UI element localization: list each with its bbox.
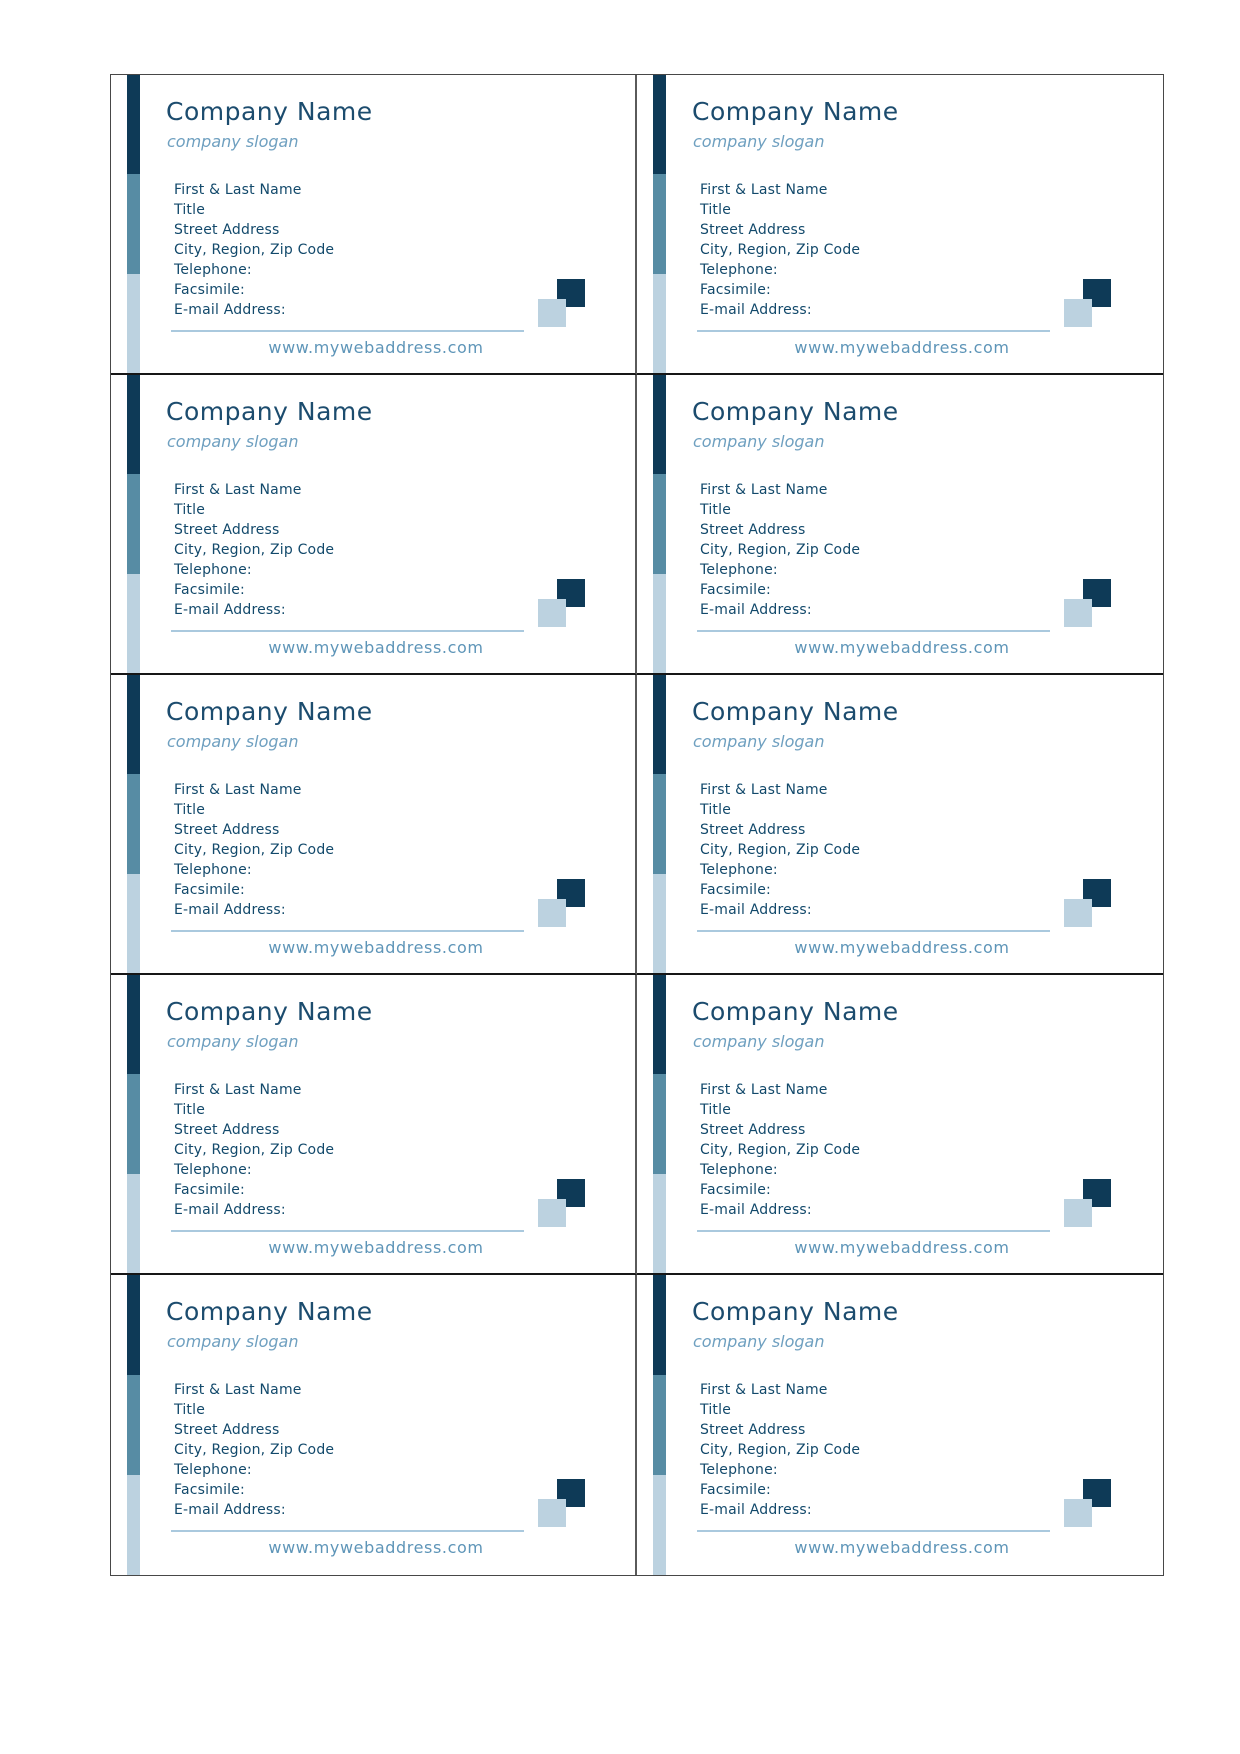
decorative-square-light [538, 1199, 566, 1227]
business-card [111, 75, 637, 375]
contact-line-city: City, Region, Zip Code [174, 842, 335, 858]
decorative-square-light [1064, 1499, 1092, 1527]
company-name: Company Name [166, 1297, 373, 1326]
contact-line-email: E-mail Address: [700, 1202, 812, 1218]
decorative-square-light [538, 899, 566, 927]
contact-line-name: First & Last Name [700, 482, 828, 498]
contact-line-email: E-mail Address: [174, 1502, 286, 1518]
contact-line-email: E-mail Address: [174, 902, 286, 918]
company-slogan: company slogan [693, 132, 825, 151]
company-slogan: company slogan [693, 1032, 825, 1051]
company-name: Company Name [166, 997, 373, 1026]
website-url: www.mywebaddress.com [794, 938, 1010, 957]
contact-line-city: City, Region, Zip Code [174, 1442, 335, 1458]
contact-line-email: E-mail Address: [700, 602, 812, 618]
contact-line-street: Street Address [700, 222, 806, 238]
website-url: www.mywebaddress.com [268, 338, 484, 357]
accent-bar-dark-segment [653, 675, 666, 774]
contact-line-title: Title [174, 1402, 206, 1418]
contact-line-city: City, Region, Zip Code [174, 542, 335, 558]
contact-line-street: Street Address [174, 222, 280, 238]
contact-line-name: First & Last Name [174, 182, 302, 198]
decorative-square-light [538, 599, 566, 627]
contact-block [174, 180, 334, 320]
contact-line-title: Title [700, 802, 732, 818]
contact-line-street: Street Address [174, 1122, 280, 1138]
accent-bar-light-segment [653, 874, 666, 973]
contact-block [700, 1080, 860, 1220]
contact-line-facsimile: Facsimile: [174, 582, 245, 598]
accent-bar-light-segment [653, 1475, 666, 1575]
accent-bar-medium-segment [127, 1074, 140, 1173]
contact-line-email: E-mail Address: [174, 1202, 286, 1218]
accent-bar-medium-segment [653, 1375, 666, 1475]
accent-bar-medium-segment [127, 774, 140, 873]
accent-bar-light-segment [653, 274, 666, 373]
accent-bar-medium-segment [653, 1074, 666, 1173]
divider-line [697, 630, 1050, 632]
accent-bar [653, 75, 666, 373]
contact-line-title: Title [700, 502, 732, 518]
divider-line [697, 930, 1050, 932]
accent-bar-light-segment [653, 1174, 666, 1273]
contact-block [700, 480, 860, 620]
contact-line-street: Street Address [700, 1122, 806, 1138]
contact-block [174, 480, 334, 620]
accent-bar [653, 1275, 666, 1575]
contact-line-city: City, Region, Zip Code [700, 542, 861, 558]
accent-bar-medium-segment [127, 474, 140, 573]
website-url: www.mywebaddress.com [268, 1238, 484, 1257]
company-slogan: company slogan [693, 432, 825, 451]
contact-line-email: E-mail Address: [174, 302, 286, 318]
contact-block [174, 1380, 334, 1520]
website-url: www.mywebaddress.com [268, 1538, 484, 1557]
contact-line-telephone: Telephone: [700, 562, 778, 578]
contact-line-facsimile: Facsimile: [700, 1182, 771, 1198]
accent-bar-light-segment [127, 274, 140, 373]
accent-bar-dark-segment [127, 1275, 140, 1375]
accent-bar [127, 1275, 140, 1575]
contact-line-facsimile: Facsimile: [700, 282, 771, 298]
accent-bar-light-segment [127, 1475, 140, 1575]
contact-line-street: Street Address [700, 822, 806, 838]
company-slogan: company slogan [167, 432, 299, 451]
accent-bar-dark-segment [127, 675, 140, 774]
company-slogan: company slogan [167, 132, 299, 151]
divider-line [171, 1230, 524, 1232]
contact-line-title: Title [700, 1402, 732, 1418]
divider-line [171, 630, 524, 632]
contact-line-telephone: Telephone: [174, 1462, 252, 1478]
contact-line-title: Title [700, 202, 732, 218]
business-card [637, 1275, 1163, 1575]
contact-line-email: E-mail Address: [174, 602, 286, 618]
contact-line-title: Title [174, 502, 206, 518]
contact-line-street: Street Address [174, 522, 280, 538]
accent-bar-light-segment [653, 574, 666, 673]
contact-line-telephone: Telephone: [174, 562, 252, 578]
divider-line [697, 1230, 1050, 1232]
website-url: www.mywebaddress.com [794, 638, 1010, 657]
contact-line-facsimile: Facsimile: [174, 1482, 245, 1498]
company-slogan: company slogan [167, 1332, 299, 1351]
company-name: Company Name [692, 697, 899, 726]
contact-line-street: Street Address [174, 822, 280, 838]
website-url: www.mywebaddress.com [268, 638, 484, 657]
contact-line-facsimile: Facsimile: [174, 882, 245, 898]
company-name: Company Name [166, 397, 373, 426]
contact-line-city: City, Region, Zip Code [174, 242, 335, 258]
contact-line-street: Street Address [700, 522, 806, 538]
contact-block [174, 1080, 334, 1220]
accent-bar-dark-segment [653, 375, 666, 474]
contact-line-city: City, Region, Zip Code [700, 842, 861, 858]
contact-line-street: Street Address [174, 1422, 280, 1438]
contact-line-facsimile: Facsimile: [700, 582, 771, 598]
website-url: www.mywebaddress.com [268, 938, 484, 957]
company-slogan: company slogan [167, 732, 299, 751]
company-name: Company Name [692, 1297, 899, 1326]
contact-line-name: First & Last Name [174, 782, 302, 798]
decorative-square-light [538, 299, 566, 327]
divider-line [171, 1530, 524, 1532]
contact-line-name: First & Last Name [700, 182, 828, 198]
contact-line-telephone: Telephone: [700, 1162, 778, 1178]
contact-line-title: Title [174, 802, 206, 818]
card-grid [111, 75, 1163, 1575]
company-name: Company Name [692, 397, 899, 426]
contact-line-name: First & Last Name [700, 782, 828, 798]
accent-bar-light-segment [127, 1174, 140, 1273]
accent-bar-medium-segment [653, 474, 666, 573]
contact-line-name: First & Last Name [700, 1082, 828, 1098]
business-card [637, 975, 1163, 1275]
contact-line-telephone: Telephone: [174, 262, 252, 278]
contact-line-city: City, Region, Zip Code [700, 242, 861, 258]
contact-line-name: First & Last Name [174, 1082, 302, 1098]
contact-line-name: First & Last Name [700, 1382, 828, 1398]
divider-line [697, 330, 1050, 332]
accent-bar-medium-segment [653, 174, 666, 273]
accent-bar [127, 975, 140, 1273]
business-card-sheet [110, 74, 1164, 1576]
accent-bar-medium-segment [127, 1375, 140, 1475]
business-card [111, 975, 637, 1275]
accent-bar-dark-segment [127, 75, 140, 174]
accent-bar [653, 675, 666, 973]
decorative-square-light [1064, 299, 1092, 327]
contact-line-telephone: Telephone: [700, 262, 778, 278]
contact-line-city: City, Region, Zip Code [174, 1142, 335, 1158]
contact-block [700, 780, 860, 920]
company-slogan: company slogan [167, 1032, 299, 1051]
contact-line-facsimile: Facsimile: [700, 1482, 771, 1498]
accent-bar [653, 975, 666, 1273]
business-card [111, 375, 637, 675]
business-card [637, 75, 1163, 375]
company-name: Company Name [166, 697, 373, 726]
decorative-square-light [1064, 599, 1092, 627]
business-card [111, 675, 637, 975]
website-url: www.mywebaddress.com [794, 1538, 1010, 1557]
contact-line-facsimile: Facsimile: [174, 282, 245, 298]
accent-bar [127, 375, 140, 673]
contact-line-email: E-mail Address: [700, 302, 812, 318]
accent-bar [127, 75, 140, 373]
website-url: www.mywebaddress.com [794, 338, 1010, 357]
business-card [637, 375, 1163, 675]
accent-bar [653, 375, 666, 673]
contact-block [700, 1380, 860, 1520]
website-url: www.mywebaddress.com [794, 1238, 1010, 1257]
divider-line [697, 1530, 1050, 1532]
contact-block [700, 180, 860, 320]
company-name: Company Name [692, 97, 899, 126]
contact-line-facsimile: Facsimile: [174, 1182, 245, 1198]
contact-line-city: City, Region, Zip Code [700, 1442, 861, 1458]
accent-bar-dark-segment [653, 75, 666, 174]
contact-line-email: E-mail Address: [700, 1502, 812, 1518]
accent-bar-light-segment [127, 574, 140, 673]
company-slogan: company slogan [693, 732, 825, 751]
accent-bar-light-segment [127, 874, 140, 973]
accent-bar-medium-segment [127, 174, 140, 273]
accent-bar-dark-segment [653, 975, 666, 1074]
accent-bar [127, 675, 140, 973]
accent-bar-medium-segment [653, 774, 666, 873]
business-card [111, 1275, 637, 1575]
contact-line-title: Title [700, 1102, 732, 1118]
contact-line-telephone: Telephone: [174, 1162, 252, 1178]
decorative-square-light [538, 1499, 566, 1527]
contact-line-email: E-mail Address: [700, 902, 812, 918]
contact-line-name: First & Last Name [174, 482, 302, 498]
contact-line-title: Title [174, 1102, 206, 1118]
accent-bar-dark-segment [653, 1275, 666, 1375]
contact-line-city: City, Region, Zip Code [700, 1142, 861, 1158]
contact-line-street: Street Address [700, 1422, 806, 1438]
divider-line [171, 930, 524, 932]
company-name: Company Name [166, 97, 373, 126]
contact-line-name: First & Last Name [174, 1382, 302, 1398]
decorative-square-light [1064, 1199, 1092, 1227]
company-slogan: company slogan [693, 1332, 825, 1351]
divider-line [171, 330, 524, 332]
company-name: Company Name [692, 997, 899, 1026]
contact-block [174, 780, 334, 920]
contact-line-facsimile: Facsimile: [700, 882, 771, 898]
accent-bar-dark-segment [127, 375, 140, 474]
contact-line-telephone: Telephone: [700, 1462, 778, 1478]
accent-bar-dark-segment [127, 975, 140, 1074]
decorative-square-light [1064, 899, 1092, 927]
contact-line-title: Title [174, 202, 206, 218]
business-card [637, 675, 1163, 975]
contact-line-telephone: Telephone: [174, 862, 252, 878]
contact-line-telephone: Telephone: [700, 862, 778, 878]
